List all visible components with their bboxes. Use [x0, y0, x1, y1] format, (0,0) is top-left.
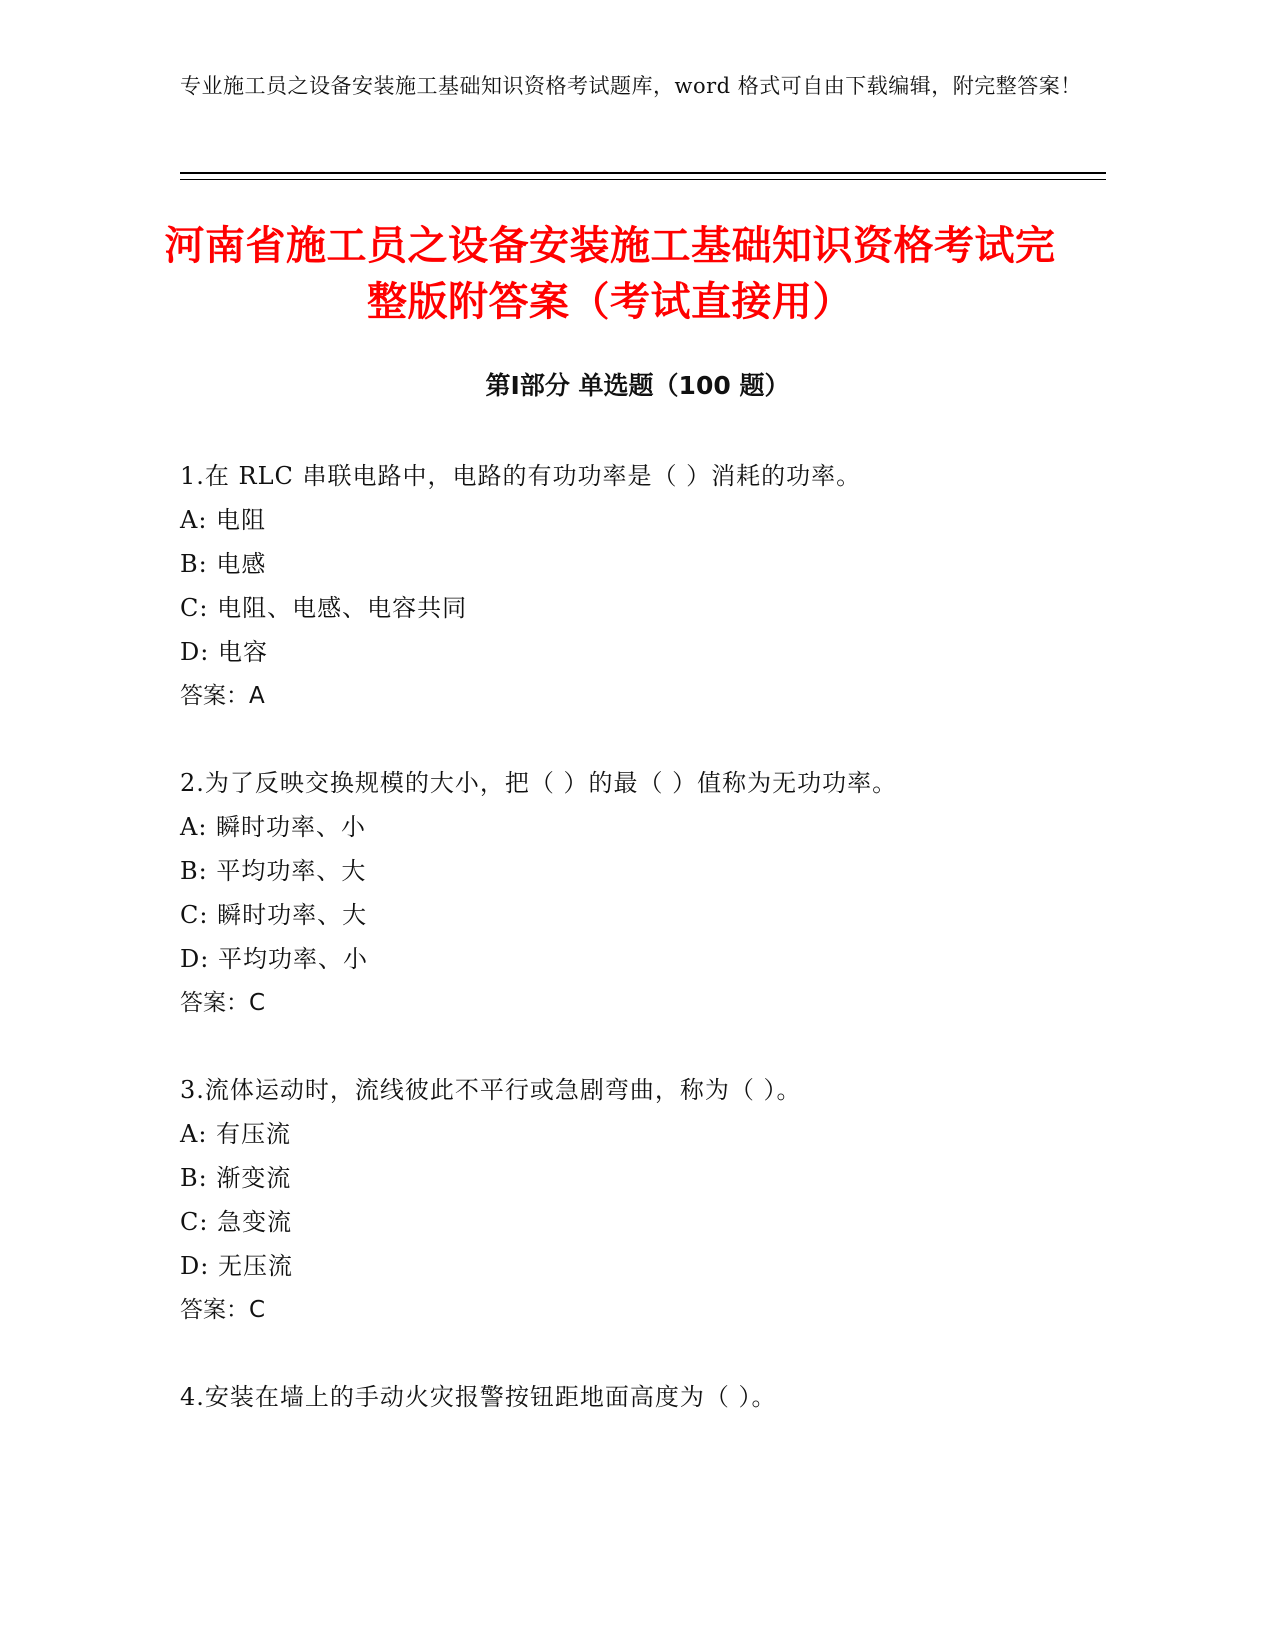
question-list: [180, 454, 1100, 1462]
question-stem: 2.为了反映交换规模的大小，把（ ）的最（ ）值称为无功功率。: [180, 769, 898, 797]
option-a: A: 有压流: [180, 1120, 292, 1148]
answer-line: 答案：C: [180, 1297, 266, 1323]
question-stem: 4.安装在墙上的手动火灾报警按钮距地面高度为（ ）。: [180, 1383, 777, 1411]
option-a: A: 瞬时功率、小: [180, 813, 367, 841]
option-c: C: 急变流: [180, 1208, 293, 1236]
question-3: [180, 1068, 1100, 1332]
document-title: 河南省施工员之设备安装施工基础知识资格考试完整版附答案（考试直接用）: [164, 223, 1056, 325]
option-d: D: 平均功率、小: [180, 945, 368, 973]
question-2: [180, 761, 1100, 1025]
question-4: [180, 1375, 1100, 1419]
option-b: B: 平均功率、大: [180, 857, 367, 885]
option-b: B: 电感: [180, 550, 267, 578]
section-title: 第Ⅰ部分 单选题（100 题）: [485, 371, 790, 400]
option-c: C: 电阻、电感、电容共同: [180, 594, 468, 622]
answer-line: 答案：C: [180, 990, 266, 1016]
question-1: [180, 454, 1100, 718]
option-b: B: 渐变流: [180, 1164, 292, 1192]
option-a: A: 电阻: [180, 506, 267, 534]
header-rule-thin: [180, 179, 1106, 180]
question-stem: 3.流体运动时，流线彼此不平行或急剧弯曲，称为（ ）。: [180, 1076, 802, 1104]
header-note: 专业施工员之设备安装施工基础知识资格考试题库，word 格式可自由下载编辑，附完整答案！: [180, 74, 1082, 98]
question-stem: 1.在 RLC 串联电路中，电路的有功功率是（ ）消耗的功率。: [180, 462, 862, 490]
answer-line: 答案：A: [180, 683, 265, 709]
option-d: D: 无压流: [180, 1252, 293, 1280]
option-c: C: 瞬时功率、大: [180, 901, 368, 929]
header-rule-thick: [180, 172, 1106, 174]
option-d: D: 电容: [180, 638, 268, 666]
